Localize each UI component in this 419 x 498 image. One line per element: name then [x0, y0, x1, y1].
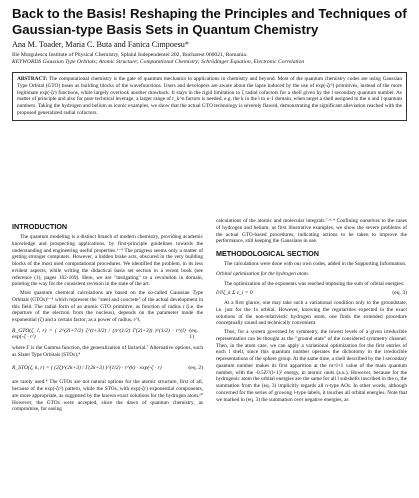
abstract-text: The computational chemistry is the gate of quantum mechanics to applications in chemistry and beyond. Most of the quantum chemistry codes are using Gaussian Type Orbital (GTO) bases as building blocks of the wavefunctions. Users and developers are aware about the lapse induced by the use of exp(-ζr²) primitives, instead of the more legitimate exp(-ζr) functions, while largely overlook another drawback. It stays in the rigid limitation to ζ radial cofactors for a shell given by the l secondary quantum number. As matter of principle and also for pure technical leverage, a larger range of r_k^n factors is needed, e.g. the k in the l to n-1 domain, when target a shell assigned to the n and l quantum numbers. Taking the hydrogen and helium as iconic examples, we show that the actual GTO technology is severely flawed, demonstrating the significant alleviation reached with the proposed generalized radial cofactors.	[17, 76, 403, 116]
method-paragraph-2: The optimization of the exponents was reached imposing the sum of orbital energies:	[224, 280, 405, 287]
right-column	[216, 218, 407, 415]
paper-keywords: KEYWORDS Gaussian Type Orbitals; Atomic Structure; Computational Chemistry; Schrödinger Equation, Electronic Correlation	[12, 59, 305, 65]
left-column	[12, 218, 203, 415]
paper-authors: Ana M. Toader, Maria C. Buta and Fanica Cimpoesu*	[12, 40, 189, 49]
subsection-orbital-optimization: Orbital optimization for the hydrogen atom.	[216, 270, 310, 277]
equation-2-number: (eq. 2)	[188, 365, 203, 372]
paper-affiliation: Ilie Murgulescu Institute of Physical Chemistry, Splaiul Independentei 202, Bucharest 060021, Romania.	[12, 52, 248, 58]
body-columns	[12, 218, 407, 415]
method-paragraph-1: The calculations were done with our own codes, added in the Supporting Information.	[224, 261, 407, 267]
section-introduction: INTRODUCTION	[12, 222, 68, 231]
intro-paragraph-4: are rarely used.⁸ The GTOs are not natural options for the atomic structure, first of all, because of the exp(-ζr²) pattern, while the STOs, with exp(-ζr) exponential components, are more appropriate, as suggested by the known exact solutions for the hydrogen atom.¹⁰ However, the GTOs were accepted, since the dawn of quantum chemistry, as compromise, for easing	[12, 379, 203, 413]
intro-paragraph-1: The quantum modeling is a distinct branch of modern chemistry, providing academic knowledge and prospecting applications, by first-principle guidelines towards the understanding and engineering useful properties.¹⁻⁴ The progress seems only a matter of getting stronger computers. However, a hidden brake acts, obscured in the very building blocks of the most used computational procedures. We identified the problem, in its less evident aspects, while writing the didactical basis set section in a recent book (see reference (1), pages 162-169). Here, we are "instigating" to a revolution in domain, pointing the way for the consistent revision in the state of the art.	[12, 234, 203, 288]
equation-3-number: (eq. 3)	[392, 290, 407, 297]
equation-3	[216, 290, 407, 297]
equation-2-body: R_STO(ζ, k, r) = ( (2ζ)^(2k+3) / Γ(2k+3) )^(1/2) · r^(k) · exp(-ζ · r)	[12, 365, 162, 372]
equation-1-number: (eq. 1)	[189, 327, 198, 341]
equation-1-body: R_GTO(ζ, l, r) = ( 2^(2l+7/2) ζ^(l+3/2) / (π^(1/2) Γ(2l+3)) )^(1/2) · r^(l) · exp(-ζ · r²)	[12, 327, 190, 341]
right-paragraph-1: calculations of the atomic and molecular integrals.⁷·⁸·⁹ Confining ourselves to the cases of hydrogen and helium, as first illustrative examples, we show the severe problems of the actual GTO-based procedures, indicating actions to be taken to improve the performance, still keeping the Gaussians in use.	[216, 218, 407, 245]
paper-title: Back to the Basis! Reshaping the Principles and Techniques of Gaussian-type Basis Sets in Quantum Chemistry	[12, 6, 407, 37]
abstract-label: ABSTRACT:	[17, 76, 48, 82]
equation-1	[12, 327, 203, 342]
method-paragraph-4: Thus, for a system governed by symmetry, the lowest levels of a given irreducible representation can be thought as the "ground state" of the considered symmetry channel. Then, in the atom case, we can apply a variational optimization for the first entries of each l shell, since this quantum number operates the dichotomy in the irreducible representations of the sphere group. At the same time, a shell described by the l secondary quantum number makes its first apparition at the m=l+1 value of the main quantum number, with the -0.5Z²/(l+1)² energy, in atomic units (a.u.). However, because for the hydrogenic atom the orbital energies are the same for all l subshells inscribed in the n, the summation from the (eq. 3) implicitly regards all n-type AOs. In other words, although concerned for the series of growing l-type labels, it touches all orbital energies. Note that we marked in (eq. 3) the summation over negative energies, as	[216, 329, 407, 403]
intro-paragraph-2: Most quantum chemical calculations are based on the so-called Gaussian Type Orbitals (GTOs)⁵⁻⁸ which represent the "steel and concrete" of the actual development in this field. The radial form of an atomic GTO primitive, as function of radius r (i.e. the departure of the electron from the nucleus), depends on the parameter mode the exponential (ζ) and a certain factor, as a power of radius, r^l,	[12, 290, 203, 323]
method-paragraph-3: At a first glance, one may take such a variational condition only to the groundstate, i.e. just for the 1s orbital. However, knowing the regularities expected in the exact solutions of the non-relativistic hydrogen atom, one finds the extended procedure conceptually sound and technically convenient.	[216, 300, 407, 327]
abstract-box	[12, 72, 407, 121]
section-methodological: METHODOLOGICAL SECTION	[216, 249, 319, 258]
intro-paragraph-3: where Γ is the Gamma function, the generalization of factorial.⁷ Alternative options, such as Slater Type Orbitals (STOs),⁸	[12, 344, 203, 358]
equation-2	[12, 361, 203, 376]
equation-3-body: ∂/∂ζ_k Σ ε_i = 0	[216, 290, 253, 297]
